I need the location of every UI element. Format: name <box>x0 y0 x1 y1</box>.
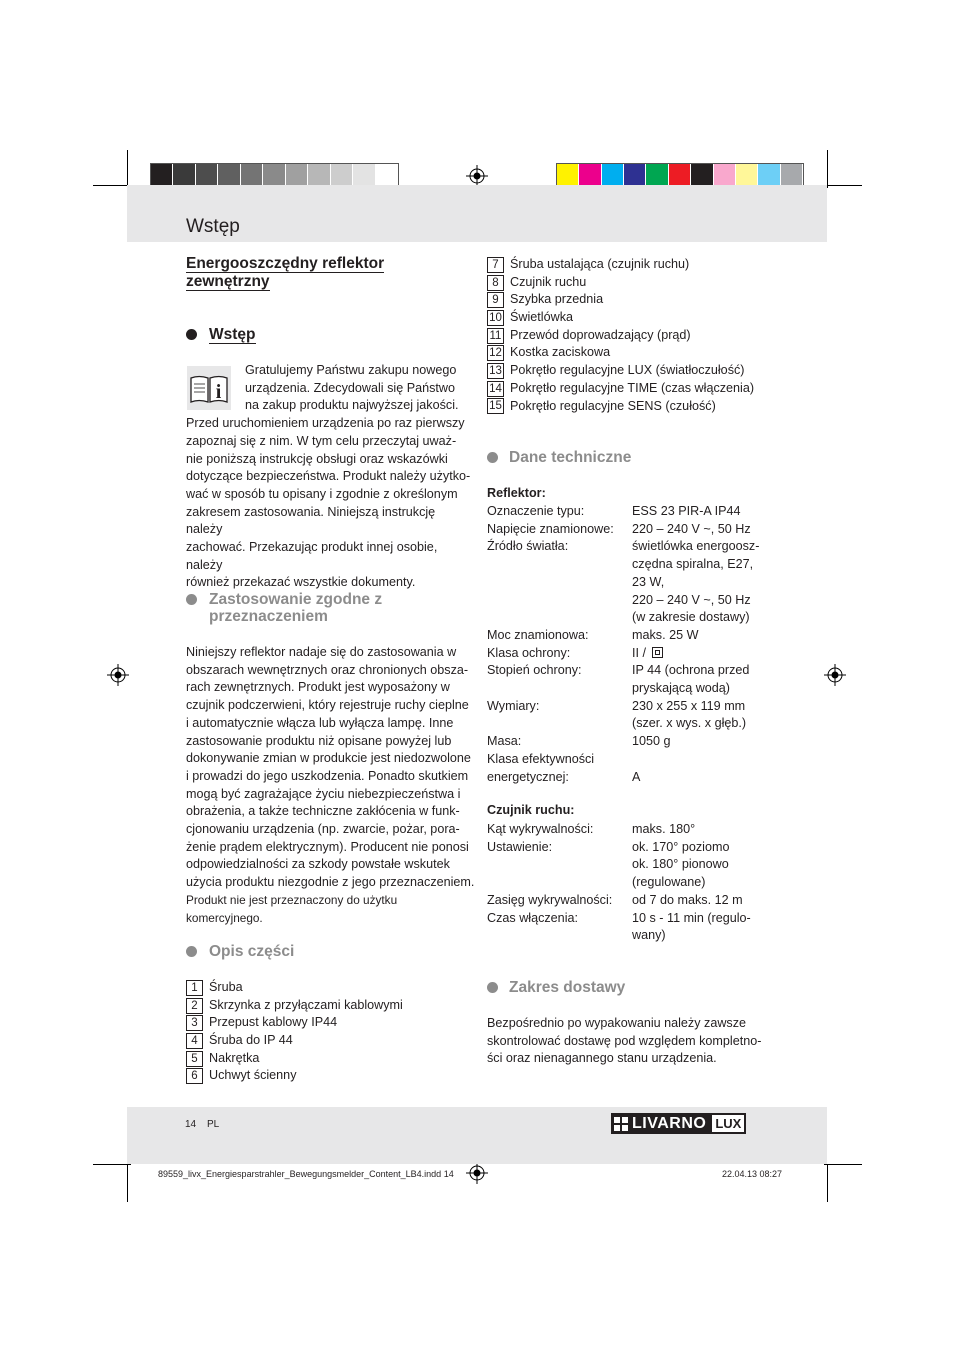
spec-value: 10 s - 11 min (regulo- <box>632 910 751 925</box>
registration-mark-icon <box>824 664 846 686</box>
spec-label: Źródło światła: <box>487 539 569 554</box>
grayscale-color-bar <box>150 163 399 187</box>
part-number: 11 <box>487 328 504 344</box>
bullet-icon <box>186 594 197 605</box>
crop-mark <box>127 150 128 188</box>
crop-mark <box>824 185 862 186</box>
spec-label: Ustawienie: <box>487 839 553 854</box>
livarno-lux-logo <box>611 1113 746 1134</box>
text-line: Niniejszy reflektor nadaje się do zastosowania w <box>186 645 457 659</box>
logo-sub: LUX <box>710 1113 746 1134</box>
section-heading-delivery: Zakres dostawy <box>509 979 626 996</box>
spec-label: Klasa ochrony: <box>487 645 571 660</box>
part-label: Śruba <box>209 980 243 994</box>
part-number: 13 <box>487 363 504 379</box>
color-swatch <box>376 164 398 186</box>
reflector-heading: Reflektor: <box>487 486 546 500</box>
section-heading-use: Zastosowanie zgodne z przeznaczeniem <box>209 591 383 625</box>
crop-mark <box>827 1164 828 1202</box>
crop-mark <box>93 1164 131 1165</box>
part-item <box>487 327 754 345</box>
text-line: obszarach wewnętrznych oraz chronionych obsza- <box>186 662 469 677</box>
part-number: 5 <box>186 1051 203 1067</box>
spec-label: Masa: <box>487 734 522 749</box>
text-line: mogą być zagrażające życiu niebezpieczeństwa i <box>186 786 461 801</box>
color-swatch <box>218 164 240 186</box>
text-line: nie poniższą instrukcję obsługi oraz wskazówki <box>186 451 448 466</box>
text-line: zakresem zastosowania. Niniejszą instrukcję należy <box>186 504 436 537</box>
spec-value: (w zakresie dostawy) <box>632 610 750 625</box>
spec-label: energetycznej: <box>487 769 569 784</box>
text-line: i automatycznie włącza lub wyłącza lampę. Inne <box>186 715 454 730</box>
part-label: Przewód doprowadzający (prąd) <box>510 327 691 342</box>
part-number: 8 <box>487 275 504 291</box>
section-heading-tech: Dane techniczne <box>509 449 632 466</box>
spec-value: 230 x 255 x 119 mm <box>632 698 746 713</box>
spec-label: Kąt wykrywalności: <box>487 822 594 836</box>
part-label: Świetlówka <box>510 310 573 325</box>
color-swatch <box>557 164 579 186</box>
spec-value: IP 44 (ochrona przed <box>632 663 750 678</box>
spec-value: (regulowane) <box>632 875 706 890</box>
protection-class-icon <box>652 647 663 658</box>
part-item <box>487 362 754 380</box>
spec-label: Wymiary: <box>487 698 540 713</box>
part-number: 2 <box>186 998 203 1014</box>
spec-label: Czas włączenia: <box>487 910 578 925</box>
parts-list <box>487 256 754 415</box>
part-number: 3 <box>186 1015 203 1031</box>
part-label: Pokrętło regulacyjne LUX (światłoczułość) <box>510 363 745 378</box>
color-swatch <box>714 164 736 186</box>
part-label: Śruba ustalająca (czujnik ruchu) <box>510 257 690 271</box>
color-swatch <box>646 164 668 186</box>
use-paragraph <box>186 644 476 927</box>
process-color-bar <box>556 163 804 187</box>
spec-value: 220 – 240 V ~, 50 Hz <box>632 521 751 536</box>
part-label: Nakrętka <box>209 1050 260 1065</box>
text-line: Produkt nie jest przeznaczony do użytku komercyjnego. <box>186 892 398 925</box>
spec-value: 220 – 240 V ~, 50 Hz <box>632 592 751 607</box>
parts-list <box>186 979 403 1085</box>
color-swatch <box>151 164 173 186</box>
color-swatch <box>173 164 195 186</box>
part-label: Uchwyt ścienny <box>209 1068 297 1083</box>
color-swatch <box>579 164 601 186</box>
part-label: Pokrętło regulacyjne SENS (czułość) <box>510 398 716 413</box>
spec-label: Zasięg wykrywalności: <box>487 892 613 907</box>
registration-mark-icon <box>466 1162 488 1184</box>
registration-mark-icon <box>107 664 129 686</box>
text-line: obrażenia, a także techniczne zakłócenia w funk- <box>186 804 460 819</box>
part-item <box>487 274 754 292</box>
spec-value: A <box>632 769 641 784</box>
spec-value: maks. 25 W <box>632 627 699 642</box>
spec-value: ok. 180° pionowo <box>632 857 729 872</box>
color-swatch <box>331 164 353 186</box>
intro-paragraph <box>186 362 471 592</box>
part-number: 14 <box>487 381 504 397</box>
spec-value: 1050 g <box>632 734 671 749</box>
text-line: ści oraz nienagannego stanu urządzenia. <box>487 1051 717 1066</box>
part-label: Pokrętło regulacyjne TIME (czas włączenia) <box>510 380 755 395</box>
file-slug: 89559_livx_Energiesparstrahler_Bewegungsmelder_Content_LB4.indd 14 <box>158 1169 454 1179</box>
text-line: dotyczące bezpieczeństwa. Produkt należy użytko- <box>186 469 471 484</box>
text-line: Gratulujemy Państwu zakupu nowego <box>245 363 457 377</box>
spec-label: Stopień ochrony: <box>487 663 582 678</box>
part-item <box>186 997 403 1015</box>
part-number: 1 <box>186 980 203 996</box>
crop-mark <box>93 185 131 186</box>
text-line: czujnik podczerwieni, który rejestruje ruchy cieplne <box>186 698 469 713</box>
registration-mark-icon <box>466 165 488 187</box>
text-line: dokonywanie zmian w produkcie jest niedozwolone <box>186 751 471 766</box>
part-item <box>487 344 754 362</box>
part-label: Skrzynka z przyłączami kablowymi <box>209 997 403 1012</box>
page-language: PL <box>207 1119 220 1130</box>
color-swatch <box>241 164 263 186</box>
part-label: Przepust kablowy IP44 <box>209 1015 338 1030</box>
date-slug: 22.04.13 08:27 <box>722 1169 783 1179</box>
text-line: skontrolować dostawę pod względem kompletno- <box>487 1033 762 1048</box>
spec-value: świetlówka energoosz- <box>632 539 760 554</box>
text-line: zastosowanie produktu niż opisane powyżej lub <box>186 733 452 748</box>
part-number: 7 <box>487 257 504 273</box>
color-swatch <box>308 164 330 186</box>
section-heading-parts: Opis części <box>209 943 295 960</box>
spec-label: Napięcie znamionowe: <box>487 521 614 536</box>
part-item <box>186 1032 403 1050</box>
part-label: Kostka zaciskowa <box>510 345 611 360</box>
page-number: 14 <box>185 1119 197 1130</box>
spec-value: czędna spiralna, E27, <box>632 557 754 572</box>
text-line: cjonowaniu urządzenia (np. zwarcie, pożar, pora- <box>186 822 460 837</box>
bullet-icon <box>487 982 498 993</box>
part-item <box>487 309 754 327</box>
spec-label: Klasa efektywności <box>487 751 595 766</box>
text-line: żenie prądem elektrycznym). Producent nie ponosi <box>186 839 469 854</box>
part-item <box>186 1067 403 1085</box>
text-line: Przed uruchomieniem urządzenia po raz pierwszy <box>186 416 465 431</box>
part-item <box>487 380 754 398</box>
page-title: Wstęp <box>186 216 240 237</box>
color-swatch <box>758 164 780 186</box>
logo-text: LIVARNO <box>632 1114 707 1132</box>
text-line: zapoznaj się z nim. W tym celu przeczytaj uważ- <box>186 433 457 448</box>
part-number: 4 <box>186 1033 203 1049</box>
spec-value: (szer. x wys. x głęb.) <box>632 716 747 731</box>
spec-value: od 7 do maks. 12 m <box>632 892 743 907</box>
color-swatch <box>691 164 713 186</box>
text-line: odpowiedzialności za szkody powstałe wskutek <box>186 857 450 872</box>
sensor-heading: Czujnik ruchu: <box>487 803 575 817</box>
text-line: urządzenia. Zdecydowali się Państwo <box>245 380 456 395</box>
part-number: 9 <box>487 292 504 308</box>
color-swatch <box>602 164 624 186</box>
text-line: na zakup produktu najwyższej jakości. <box>245 398 459 413</box>
spec-value: wany) <box>632 928 666 943</box>
crop-mark <box>127 1164 128 1202</box>
color-swatch <box>624 164 646 186</box>
part-number: 10 <box>487 310 504 326</box>
color-swatch <box>669 164 691 186</box>
text-line: użycia produktu niezgodnie z jego przeznaczeniem. <box>186 875 475 890</box>
svg-text:i: i <box>215 381 222 403</box>
spec-value: II / <box>632 645 663 663</box>
part-item <box>487 398 754 416</box>
spec-value: maks. 180° <box>632 822 696 836</box>
text-line: rach zewnętrznych. Produkt jest wyposażony w <box>186 680 450 695</box>
color-swatch <box>263 164 285 186</box>
part-label: Śruba do IP 44 <box>209 1033 293 1048</box>
color-swatch <box>286 164 308 186</box>
text-line: i prowadzi do jego uszkodzenia. Ponadto skutkiem <box>186 768 469 783</box>
text-line: wać w sposób tu opisany i zgodnie z określonym <box>186 486 458 501</box>
part-label: Czujnik ruchu <box>510 274 587 289</box>
color-swatch <box>781 164 803 186</box>
part-item <box>487 256 754 274</box>
text-line: Bezpośrednio po wypakowaniu należy zawsze <box>487 1016 747 1030</box>
part-label: Szybka przednia <box>510 292 604 307</box>
spec-value: ok. 170° poziomo <box>632 839 730 854</box>
crop-mark <box>824 1164 862 1165</box>
part-number: 12 <box>487 345 504 361</box>
part-item <box>186 1050 403 1068</box>
delivery-paragraph <box>487 1015 777 1068</box>
spec-label: Moc znamionowa: <box>487 627 589 642</box>
color-swatch <box>196 164 218 186</box>
section-heading-intro: Wstęp <box>209 326 256 343</box>
color-swatch <box>353 164 375 186</box>
spec-label: Oznaczenie typu: <box>487 504 585 518</box>
main-heading: Energooszczędny reflektor zewnętrzny <box>186 255 385 290</box>
spec-value: pryskającą wodą) <box>632 681 730 695</box>
part-item <box>186 1014 403 1032</box>
part-item <box>487 291 754 309</box>
bullet-icon <box>487 452 498 463</box>
part-item <box>186 979 403 997</box>
color-swatch <box>736 164 758 186</box>
part-number: 15 <box>487 398 504 414</box>
crop-mark <box>827 150 828 188</box>
spec-value: ESS 23 PIR-A IP44 <box>632 504 741 518</box>
part-number: 6 <box>186 1068 203 1084</box>
text-line: również przekazać wszystkie dokumenty. <box>186 575 416 590</box>
spec-value: 23 W, <box>632 574 665 589</box>
logo-mark-icon <box>614 1117 628 1131</box>
text-line: zachować. Przekazując produkt innej osobie, należy <box>186 540 438 572</box>
bullet-icon <box>186 329 197 340</box>
bullet-icon <box>186 946 197 957</box>
